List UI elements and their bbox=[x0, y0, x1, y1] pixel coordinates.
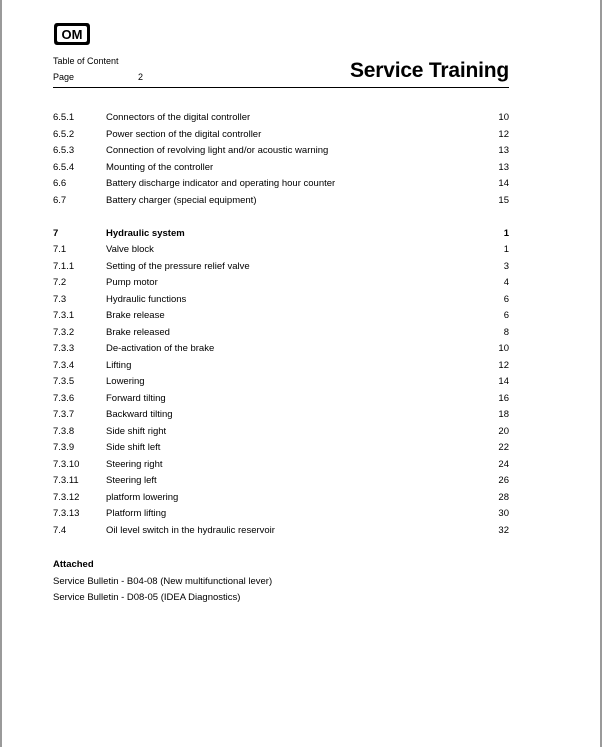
toc-entry-title: Power section of the digital controller bbox=[106, 128, 262, 140]
toc-entry[interactable] bbox=[53, 506, 509, 523]
toc-entry[interactable] bbox=[53, 358, 509, 375]
toc-entry-title: Lifting bbox=[106, 359, 132, 371]
toc-entry-title: Battery discharge indicator and operating hour counter bbox=[106, 178, 336, 189]
om-logo-icon bbox=[53, 22, 91, 46]
toc-entry-title: Forward tilting bbox=[106, 392, 166, 404]
toc-entry-page: 1 bbox=[503, 244, 509, 255]
toc-entry[interactable] bbox=[53, 308, 509, 325]
toc-entry-title: Pump motor bbox=[106, 277, 158, 288]
toc-chapter-heading[interactable] bbox=[53, 226, 509, 243]
toc-entry[interactable] bbox=[53, 523, 509, 540]
toc-entry-page: 12 bbox=[498, 128, 509, 140]
toc-entry[interactable] bbox=[53, 457, 509, 474]
toc-entry-page: 32 bbox=[498, 524, 509, 536]
toc-entry-title: Valve block bbox=[106, 244, 154, 255]
toc-entry-page: 1 bbox=[503, 227, 509, 239]
toc-entry-title: Side shift left bbox=[106, 442, 161, 453]
toc-entry-title: Brake release bbox=[106, 310, 165, 321]
toc-entry-title: Connection of revolving light and/or acoustic warning bbox=[106, 145, 329, 156]
toc-entry-page: 8 bbox=[503, 326, 509, 338]
toc-entry-number: 7.2 bbox=[53, 277, 67, 288]
toc-entry-number: 6.5.3 bbox=[53, 145, 75, 156]
toc-entry-number: 7.3.8 bbox=[53, 425, 75, 437]
toc-entry-number: 7.3.13 bbox=[53, 508, 80, 519]
toc-entry-number: 7.3.4 bbox=[53, 359, 75, 371]
toc-entry-title: Hydraulic functions bbox=[106, 293, 187, 305]
toc-entry[interactable] bbox=[53, 490, 509, 507]
toc-entry-page: 14 bbox=[498, 178, 509, 189]
page-border-left bbox=[0, 0, 2, 747]
attached-section bbox=[53, 557, 509, 607]
attached-heading: Attached bbox=[53, 559, 94, 570]
toc-entry[interactable] bbox=[53, 391, 509, 408]
attached-item[interactable]: Service Bulletin - D08-05 (IDEA Diagnostics) bbox=[53, 592, 241, 603]
toc-entry-title: platform lowering bbox=[106, 491, 179, 503]
toc-entry-title: Steering right bbox=[106, 458, 163, 470]
toc-entry-title: Side shift right bbox=[106, 425, 167, 437]
toc-entry-page: 6 bbox=[503, 293, 509, 305]
toc-entry-number: 7.3.3 bbox=[53, 343, 75, 354]
toc-label: Table of Content bbox=[53, 56, 119, 66]
table-of-contents bbox=[53, 110, 509, 539]
toc-entry[interactable] bbox=[53, 292, 509, 309]
toc-entry-number: 7.1 bbox=[53, 244, 67, 255]
toc-entry-title: Oil level switch in the hydraulic reservoir bbox=[106, 524, 275, 536]
toc-entry-page: 14 bbox=[498, 376, 509, 387]
toc-entry-number: 6.7 bbox=[53, 194, 67, 206]
attached-item[interactable]: Service Bulletin - B04-08 (New multifunctional lever) bbox=[53, 575, 273, 587]
toc-entry[interactable] bbox=[53, 176, 509, 193]
toc-entry-page: 12 bbox=[498, 359, 509, 371]
toc-entry-page: 24 bbox=[498, 458, 509, 470]
toc-entry-page: 15 bbox=[498, 194, 509, 206]
toc-entry-title: Mounting of the controller bbox=[106, 161, 214, 173]
page-number: 2 bbox=[138, 72, 144, 82]
toc-entry-page: 26 bbox=[498, 475, 509, 486]
toc-entry[interactable] bbox=[53, 473, 509, 490]
toc-entry[interactable] bbox=[53, 259, 509, 276]
toc-entry[interactable] bbox=[53, 374, 509, 391]
toc-entry-title: Lowering bbox=[106, 376, 145, 387]
toc-entry-title: Setting of the pressure relief valve bbox=[106, 260, 250, 272]
toc-entry-page: 10 bbox=[498, 112, 509, 123]
toc-entry[interactable] bbox=[53, 325, 509, 342]
toc-entry-page: 10 bbox=[498, 343, 509, 354]
toc-entry-number: 7.1.1 bbox=[53, 260, 75, 272]
toc-entry-page: 30 bbox=[498, 508, 509, 519]
toc-entry-title: Steering left bbox=[106, 475, 157, 486]
toc-entry-number: 7.3.7 bbox=[53, 409, 75, 420]
toc-entry[interactable] bbox=[53, 275, 509, 292]
toc-entry-page: 16 bbox=[498, 392, 509, 404]
toc-entry-number: 7.3.12 bbox=[53, 491, 80, 503]
toc-entry-title: Hydraulic system bbox=[106, 227, 185, 239]
toc-entry-number: 7.3.6 bbox=[53, 392, 75, 404]
toc-entry-title: Brake released bbox=[106, 326, 170, 338]
toc-entry-page: 18 bbox=[498, 409, 509, 420]
toc-entry-page: 22 bbox=[498, 442, 509, 453]
toc-entry-number: 6.5.4 bbox=[53, 161, 75, 173]
toc-entry[interactable] bbox=[53, 440, 509, 457]
toc-entry[interactable] bbox=[53, 160, 509, 177]
toc-entry-number: 7.3.5 bbox=[53, 376, 75, 387]
toc-entry-page: 28 bbox=[498, 491, 509, 503]
toc-entry[interactable] bbox=[53, 242, 509, 259]
toc-entry-title: De-activation of the brake bbox=[106, 343, 215, 354]
toc-entry-number: 7.3.9 bbox=[53, 442, 75, 453]
toc-entry[interactable] bbox=[53, 407, 509, 424]
toc-entry[interactable] bbox=[53, 143, 509, 160]
toc-entry-number: 7.3.2 bbox=[53, 326, 75, 338]
toc-entry[interactable] bbox=[53, 341, 509, 358]
toc-entry-number: 6.5.2 bbox=[53, 128, 75, 140]
page-label: Page bbox=[53, 72, 75, 82]
svg-text:OM: OM bbox=[61, 27, 83, 42]
toc-entry-page: 6 bbox=[503, 310, 509, 321]
toc-entry-number: 7.3 bbox=[53, 293, 67, 305]
toc-entry-number: 7.3.1 bbox=[53, 310, 75, 321]
toc-entry-page: 13 bbox=[498, 145, 509, 156]
toc-entry-number: 6.6 bbox=[53, 178, 67, 189]
toc-entry[interactable] bbox=[53, 424, 509, 441]
section-spacer bbox=[53, 209, 509, 226]
toc-entry[interactable] bbox=[53, 127, 509, 144]
toc-entry-number: 7.4 bbox=[53, 524, 67, 536]
toc-entry-number: 7.3.10 bbox=[53, 458, 80, 470]
toc-entry-page: 20 bbox=[498, 425, 509, 437]
header-divider bbox=[53, 87, 509, 88]
toc-entry-page: 3 bbox=[503, 260, 509, 272]
toc-entry-number: 7.3.11 bbox=[53, 475, 79, 486]
toc-entry-title: Backward tilting bbox=[106, 409, 173, 420]
page-title: Service Training bbox=[349, 59, 509, 82]
toc-entry[interactable] bbox=[53, 193, 509, 210]
toc-entry-number: 6.5.1 bbox=[53, 112, 75, 123]
toc-entry-title: Battery charger (special equipment) bbox=[106, 194, 257, 206]
toc-entry-page: 13 bbox=[498, 161, 509, 173]
toc-entry-page: 4 bbox=[503, 277, 509, 288]
toc-entry[interactable] bbox=[53, 110, 509, 127]
toc-entry-title: Connectors of the digital controller bbox=[106, 112, 251, 123]
toc-entry-title: Platform lifting bbox=[106, 508, 167, 519]
toc-entry-number: 7 bbox=[53, 227, 59, 239]
